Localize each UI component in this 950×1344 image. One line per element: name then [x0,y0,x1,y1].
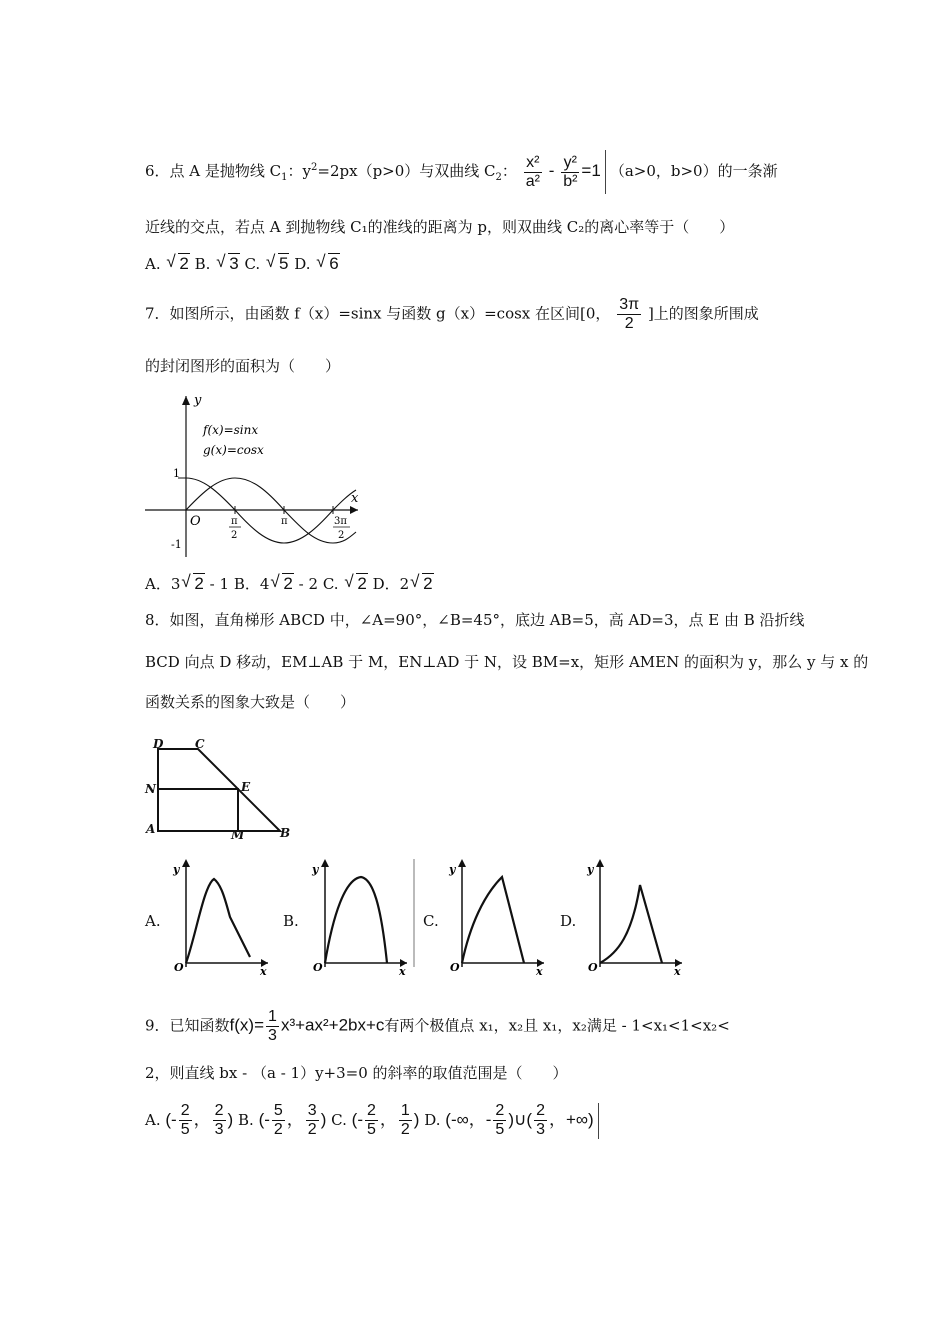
q6-text-e: （a>0，b>0）的一条渐 [609,162,778,180]
q9-option-b: B. [237,1110,254,1129]
q7-frac: $\frac{3\pi}{2}$ [619,296,640,332]
q7-text-a: 7．如图所示，由函数 f（x）=sinx 与函数 g（x）=cosx 在区间[0， [145,304,611,323]
q7-option-d-root: √ 2 [410,572,433,593]
q7-option-a: A．3 [145,575,181,593]
q6-sub2: 2 [495,172,502,183]
q8-option-d: D. [560,912,577,930]
q6-eq: =1 [581,161,601,180]
q6-options [145,253,340,275]
q7-option-d: D．2 [372,575,410,593]
q8-line2: BCD 向点 D 移动，EM⊥AB 于 M，EN⊥AD 于 N，设 BM=x，矩形 AMEN 的面积为 y，那么 y 与 x 的 [145,653,869,671]
q6-option-c: C. [244,255,261,273]
q7-origin: O [190,514,201,529]
q7-f-label: f(x)=sinx [203,423,259,437]
q6-divider [605,150,606,194]
q8-rectangle-edges [158,789,238,831]
q7-line2: 的封闭图形的面积为（ ） [145,357,341,375]
q8-graph-d-x-label: x [674,965,681,977]
q9-options [145,1102,603,1139]
q6-option-a-root: √ 2 [166,252,189,273]
q6-frac-y: $\frac{\text{y²}}{\text{b²}}$ [563,153,578,190]
q9-func-tail: x³+ax²+2bx+c [280,1015,385,1035]
q8-option-a: A. [145,912,161,930]
q9-option-b-expr: (- $\frac{5}{2}$ ， $\frac{3}{2}$ ) [258,1102,327,1138]
q6-option-d: D. [294,255,311,273]
q8-graph-c-origin: O [450,961,460,974]
q7-y-neg-one: -1 [171,538,182,551]
q6-line2: 近线的交点，若点 A 到抛物线 C₁的准线的距离为 p，则双曲线 C₂的离心率等于（ ） [145,218,735,236]
q8-label-e: E [241,780,251,794]
q6-sup1: 2 [311,162,318,173]
q8-graph-d-y-label: y [587,863,594,876]
q9-option-a-expr: (- $\frac{2}{5}$ ， $\frac{2}{3}$ ) [165,1102,234,1138]
q7-g-label: g(x)=cosx [203,443,264,457]
q6-option-a: A. [145,255,161,273]
q7-tick-pi2-num: π [231,516,238,527]
q8-line1: 8．如图，直角梯形 ABCD 中，∠A=90°，∠B=45°，底边 AB=5，高 AD=3，点 E 由 B 沿折线 [145,611,805,629]
q8-label-b: B [280,826,291,840]
q8-graph-b [307,855,417,977]
q9-option-d-expr: (-∞，- $\frac{2}{5}$ )∪( $\frac{2}{3}$ ，+∞) [445,1102,594,1138]
q7-option-c-root: √ 2 [344,572,367,593]
q9-option-c: C. [331,1110,347,1129]
q8-graph-c-y-label: y [449,863,456,876]
q7-option-a-root: √ 2 [181,572,204,593]
q7-y-label: y [194,393,202,408]
q8-graph-d-origin: O [588,961,598,974]
q8-graph-a-curve [186,879,250,963]
q7-x-label: x [351,491,359,506]
q7-tick-3pi2-num: 3π [334,516,347,527]
q8-graph-a-y-label: y [173,863,180,876]
q6-text-c: =2px（p>0）与双曲线 C [317,162,496,180]
q6-option-b: B. [194,255,211,273]
q7-text-b: ]上的图象所围成 [647,304,759,323]
q6-option-c-root: √ 5 [265,252,289,273]
q8-graph-a-x-label: x [260,965,267,977]
q7-graph [143,392,363,562]
q6-option-b-root: √ 3 [216,252,239,273]
q8-graph-c-x-label: x [536,965,543,977]
q7-tick-3pi2-den: 2 [338,530,345,541]
q7-option-b: B．4 [233,575,270,593]
q6-option-d-root: √ 6 [316,252,339,273]
q8-label-c: C [195,737,205,751]
q9-frac: $\frac{1}{3}$ [268,1008,277,1044]
q9-text-a: 9．已知函数 [145,1016,230,1035]
q8-option-b: B. [283,912,299,930]
q6-frac-x: $\frac{\text{x²}}{\text{a²}}$ [525,153,540,190]
q6-text-a: 6．点 A 是抛物线 C [145,162,282,180]
q8-graph-d-curve [600,885,662,963]
q8-label-m: M [231,828,245,840]
q6-text-d: ： [501,162,517,180]
q8-graph-b-curve [325,877,387,963]
q7-line1 [145,296,759,333]
q6-sub1: 1 [281,172,288,183]
q8-label-n: N [145,782,156,796]
q8-graph-c-curve [462,877,524,963]
q8-graph-b-x-label: x [399,965,406,977]
q7-option-b-root: √ 2 [270,572,293,593]
q9-line1 [145,1008,730,1045]
q7-option-b-tail: - 2 [298,575,319,593]
q8-line3: 函数关系的图象大致是（ ） [145,693,356,711]
q6-minus: - [548,161,555,180]
q7-options [145,573,434,595]
q6-text-b: ：y [287,162,312,180]
q9-option-a: A. [145,1110,161,1129]
q7-tick-pi2-den: 2 [231,530,238,541]
q9-divider [598,1103,599,1139]
q8-label-a: A [146,822,156,836]
q7-option-a-tail: - 1 [209,575,230,593]
q7-tick-pi: π [281,516,288,527]
q6-line1 [145,150,778,194]
q8-graph-a-origin: O [174,961,184,974]
q9-option-d: D. [424,1110,441,1129]
q7-x-arrow [350,506,358,514]
q7-y-arrow [182,396,190,405]
q8-graph-d [582,855,687,977]
q9-option-c-expr: (- $\frac{2}{5}$ ， $\frac{1}{2}$ ) [351,1102,420,1138]
q9-text-b: 有两个极值点 x₁，x₂且 x₁，x₂满足 - 1<x₁<1<x₂< [384,1016,730,1035]
q9-line2: 2，则直线 bx - （a - 1）y+3=0 的斜率的取值范围是（ ） [145,1064,568,1082]
q8-graph-b-origin: O [313,961,323,974]
q9-func-name: f(x)= [229,1015,265,1035]
q8-graph-c [444,855,549,977]
q8-trapezoid [143,735,303,840]
q7-option-c: C. [322,575,339,593]
q7-y-one: 1 [173,467,180,480]
q8-graph-a [168,855,273,977]
q8-option-c: C. [423,912,439,930]
q8-label-d: D [153,737,164,751]
q8-graph-b-y-label: y [312,863,319,876]
